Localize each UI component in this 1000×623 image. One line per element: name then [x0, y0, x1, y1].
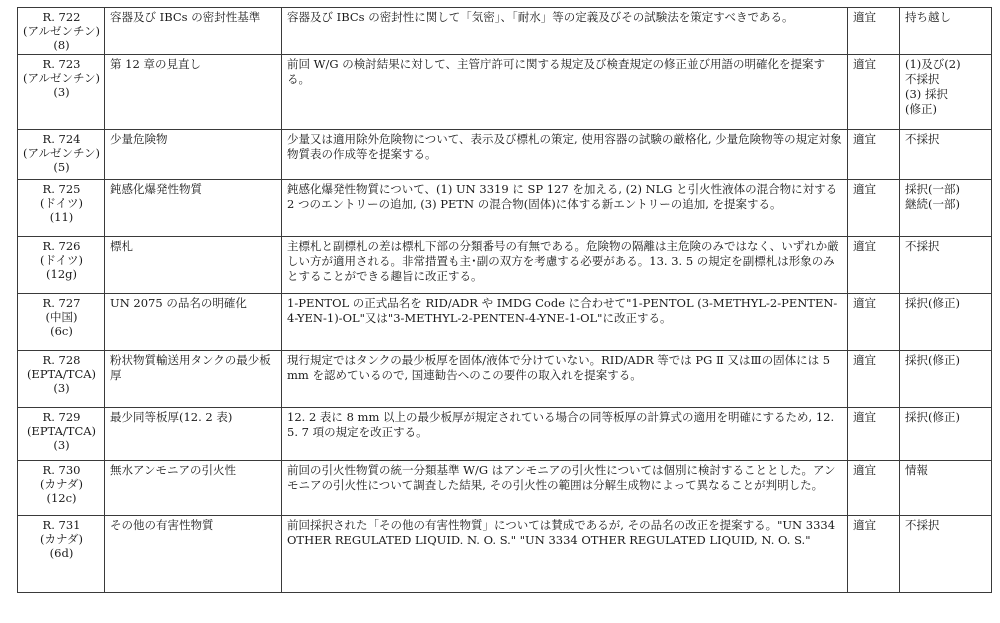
proposal-id-cell [18, 180, 105, 237]
proposal-result [900, 180, 992, 237]
table-row [18, 408, 992, 461]
proposal-id-cell [18, 516, 105, 593]
proposal-description: 前回採択された「その他の有害性物質」については賛成であるが, その品名の改正を提案する。"UN 3334 OTHER REGULATED LIQUID. N. O. S." "UN 3334 OTHER REGULATED LIQUID, N. O. S." [282, 516, 848, 593]
proposal-origin: (アルゼンチン) [23, 71, 100, 85]
proposal-id-cell [18, 294, 105, 351]
proposal-id-cell [18, 408, 105, 461]
proposal-number: R. 731 [42, 518, 81, 532]
result-line: 採択(修正) [905, 296, 960, 310]
proposals-table [17, 7, 992, 593]
table-row [18, 55, 992, 130]
proposal-description: 鈍感化爆発性物質について、(1) UN 3319 に SP 127 を加える, (2) NLG と引火性液体の混合物に対する 2 つのエントリーの追加, (3) PETN の混合物(固体)に体する新エントリーの追加, を提案する。 [282, 180, 848, 237]
proposal-result [900, 130, 992, 180]
proposal-timing: 適宜 [848, 237, 900, 294]
proposal-title: UN 2075 の品名の明確化 [105, 294, 282, 351]
proposal-title: 最少同等板厚(12. 2 表) [105, 408, 282, 461]
proposal-result [900, 408, 992, 461]
result-line: 不採択 [905, 132, 940, 146]
result-line: (修正) [905, 102, 937, 116]
proposal-title: 少量危険物 [105, 130, 282, 180]
proposal-result [900, 294, 992, 351]
proposal-origin: (カナダ) [40, 532, 83, 546]
result-line: 不採択 [905, 239, 940, 253]
proposal-id-cell [18, 351, 105, 408]
proposal-timing: 適宜 [848, 461, 900, 516]
proposal-title: 第 12 章の見直し [105, 55, 282, 130]
proposal-result [900, 55, 992, 130]
proposal-timing: 適宜 [848, 294, 900, 351]
table-row [18, 351, 992, 408]
proposal-class: (6c) [50, 324, 73, 338]
proposal-title: その他の有害性物質 [105, 516, 282, 593]
proposal-class: (8) [53, 38, 70, 52]
proposal-class: (3) [53, 381, 70, 395]
proposal-description: 主標札と副標札の差は標札下部の分類番号の有無である。危険物の隔離は主危険のみではなく、いずれか厳しい方が適用される。非常措置も主･副の双方を考慮する必要がある。13. 3. 5 の規定を副標札は形象のみとすることができる趣旨に改正する。 [282, 237, 848, 294]
proposal-result [900, 461, 992, 516]
proposal-class: (11) [49, 210, 74, 224]
table-row [18, 237, 992, 294]
proposal-number: R. 724 [42, 132, 81, 146]
proposal-number: R. 727 [42, 296, 81, 310]
proposal-origin: (ドイツ) [40, 253, 83, 267]
proposal-class: (3) [53, 85, 70, 99]
proposal-result [900, 237, 992, 294]
proposal-id-cell [18, 461, 105, 516]
result-line: (1)及び(2) [905, 57, 961, 71]
proposal-origin: (アルゼンチン) [23, 146, 100, 160]
proposal-result [900, 351, 992, 408]
table-row [18, 8, 992, 55]
result-line: 不採択 [905, 518, 940, 532]
proposal-origin: (カナダ) [40, 477, 83, 491]
proposal-number: R. 729 [42, 410, 81, 424]
result-line: 採択(一部) [905, 182, 960, 196]
proposal-description: 前回の引火性物質の統一分類基準 W/G はアンモニアの引火性については個別に検討することとした。アンモニアの引火性について調査した結果, その引火性の範囲は分解生成物によって異なることが判明した。 [282, 461, 848, 516]
proposal-title: 鈍感化爆発性物質 [105, 180, 282, 237]
proposal-timing: 適宜 [848, 55, 900, 130]
proposal-id-cell [18, 8, 105, 55]
proposal-title: 粉状物質輸送用タンクの最少板厚 [105, 351, 282, 408]
result-line: 継続(一部) [905, 197, 960, 211]
proposal-description: 容器及び IBCs の密封性に関して「気密」、「耐水」等の定義及びその試験法を策定すべきである。 [282, 8, 848, 55]
table-row [18, 516, 992, 593]
proposal-id-cell [18, 130, 105, 180]
proposal-id-cell [18, 237, 105, 294]
proposal-number: R. 726 [42, 239, 81, 253]
proposal-number: R. 728 [42, 353, 81, 367]
proposal-class: (3) [53, 438, 70, 452]
proposal-origin: (ドイツ) [40, 196, 83, 210]
proposal-title: 容器及び IBCs の密封性基準 [105, 8, 282, 55]
table-row [18, 130, 992, 180]
proposal-timing: 適宜 [848, 408, 900, 461]
table-row [18, 461, 992, 516]
proposal-title: 無水アンモニアの引火性 [105, 461, 282, 516]
proposal-description: 現行規定ではタンクの最少板厚を固体/液体で分けていない。RID/ADR 等では PG Ⅱ 又はⅢの固体には 5 mm を認めているので, 国連勧告へのこの要件の取入れを提案する。 [282, 351, 848, 408]
proposal-timing: 適宜 [848, 130, 900, 180]
proposal-class: (6d) [49, 546, 74, 560]
proposal-class: (12g) [46, 267, 77, 281]
proposal-description: 前回 W/G の検討結果に対して、主管庁許可に関する規定及び検査規定の修正並び用語の明確化を提案する。 [282, 55, 848, 130]
proposal-class: (12c) [46, 491, 77, 505]
proposal-origin: (EPTA/TCA) [26, 424, 97, 438]
result-line: 採択(修正) [905, 353, 960, 367]
proposal-origin: (中国) [45, 310, 78, 324]
table-row [18, 294, 992, 351]
proposal-timing: 適宜 [848, 180, 900, 237]
result-line: 情報 [905, 463, 928, 477]
proposal-origin: (EPTA/TCA) [26, 367, 97, 381]
proposal-number: R. 725 [42, 182, 81, 196]
result-line: (3) 採択 [905, 87, 948, 101]
proposal-number: R. 730 [42, 463, 81, 477]
proposal-timing: 適宜 [848, 351, 900, 408]
proposal-description: 12. 2 表に 8 mm 以上の最少板厚が規定されている場合の同等板厚の計算式の適用を明確にするため, 12. 5. 7 項の規定を改正する。 [282, 408, 848, 461]
proposal-timing: 適宜 [848, 516, 900, 593]
proposal-description: 1-PENTOL の正式品名を RID/ADR や IMDG Code に合わせて"1-PENTOL (3-METHYL-2-PENTEN-4-YEN-1)-OL"又は"3-METHYL-2-PENTEN-4-YNE-1-OL"に改正する。 [282, 294, 848, 351]
proposal-timing: 適宜 [848, 8, 900, 55]
proposal-number: R. 723 [42, 57, 81, 71]
table-row [18, 180, 992, 237]
result-line: 持ち越し [905, 10, 951, 24]
proposal-result [900, 516, 992, 593]
proposal-title: 標札 [105, 237, 282, 294]
result-line: 採択(修正) [905, 410, 960, 424]
proposal-number: R. 722 [42, 10, 81, 24]
proposal-description: 少量又は適用除外危険物について、表示及び標札の策定, 使用容器の試験の厳格化, 少量危険物等の規定対象物質表の作成等を提案する。 [282, 130, 848, 180]
result-line: 不採択 [905, 72, 940, 86]
proposal-result [900, 8, 992, 55]
proposal-origin: (アルゼンチン) [23, 24, 100, 38]
proposal-id-cell [18, 55, 105, 130]
proposal-class: (5) [53, 160, 70, 174]
